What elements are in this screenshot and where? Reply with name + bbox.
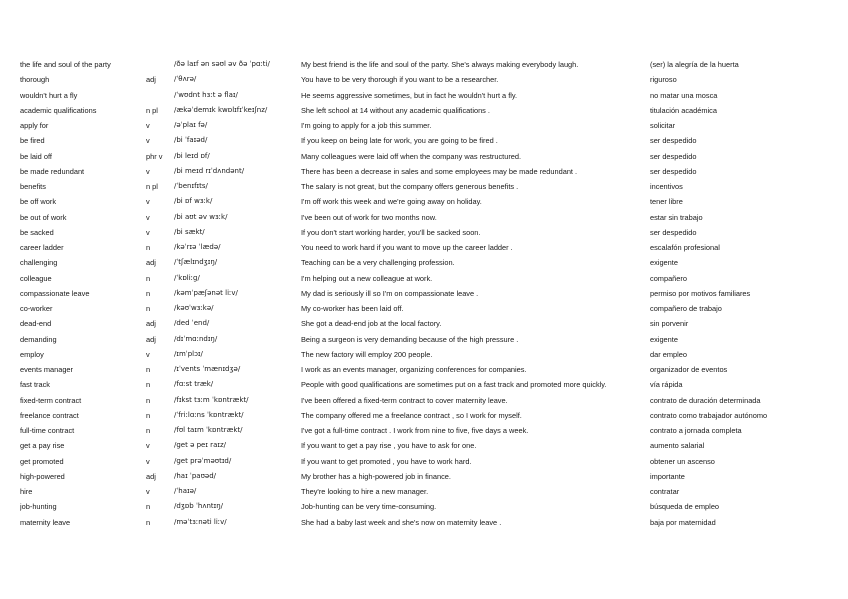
vocab-translation: sin porvenir — [650, 319, 689, 329]
vocab-example-sentence: I'm off work this week and we're going away on holiday. — [301, 197, 482, 207]
vocab-term: colleague — [20, 273, 52, 283]
vocab-example-sentence: My co-worker has been laid off. — [301, 304, 404, 313]
vocab-row — [20, 347, 840, 362]
vocab-example-sentence: She left school at 14 without any academic qualifications . — [301, 105, 490, 115]
vocab-term: employ — [20, 349, 44, 359]
vocab-example-sentence: Many colleagues were laid off when the company was restructured. — [301, 151, 522, 161]
vocab-pronunciation: /fɪkst tɜːm ˈkɒntrækt/ — [174, 395, 249, 404]
vocab-row — [20, 362, 840, 377]
vocab-translation: compañero — [650, 273, 687, 283]
vocab-part-of-speech: n — [146, 304, 151, 313]
vocab-term: career ladder — [20, 243, 64, 252]
vocab-term: thorough — [20, 75, 50, 85]
vocab-translation: contratar — [650, 487, 680, 496]
vocab-term: get a pay rise — [20, 441, 65, 451]
vocab-pronunciation: /ɪmˈplɔɪ/ — [174, 349, 203, 358]
vocab-pronunciation: /kəʊˈwɜːkə/ — [174, 304, 214, 312]
vocab-translation: ser despedido — [650, 166, 697, 176]
vocab-row — [20, 179, 840, 194]
vocabulary-table — [20, 57, 840, 530]
vocab-pronunciation: /kəmˈpæʃənət liːv/ — [174, 288, 238, 297]
vocab-translation: dar empleo — [650, 349, 687, 359]
vocab-translation: organizador de eventos — [650, 365, 728, 374]
vocab-row — [20, 103, 840, 118]
vocab-term: be sacked — [20, 227, 54, 237]
vocab-pronunciation: /ded ˈend/ — [174, 319, 210, 328]
vocab-pronunciation: /bi meɪd rɪˈdʌndənt/ — [174, 166, 245, 175]
vocab-term: wouldn't hurt a fly — [20, 90, 78, 100]
vocab-pronunciation: /get prəˈməʊtɪd/ — [174, 456, 232, 465]
vocab-translation: vía rápida — [650, 380, 683, 390]
vocab-part-of-speech: adj — [146, 319, 156, 329]
vocab-term: events manager — [20, 365, 73, 374]
vocab-term: be out of work — [20, 212, 67, 222]
vocab-part-of-speech: v — [146, 197, 150, 207]
vocab-part-of-speech: n — [146, 395, 151, 405]
vocab-term: full-time contract — [20, 426, 75, 435]
vocab-row — [20, 57, 840, 72]
vocab-row — [20, 438, 840, 453]
vocab-row — [20, 118, 840, 133]
vocab-row — [20, 393, 840, 408]
vocab-pronunciation: /ðə laɪf ən səʊl əv ðə ˈpɑːti/ — [174, 60, 270, 68]
vocab-translation: contrato de duración determinada — [650, 395, 761, 405]
vocab-example-sentence: If you don't start working harder, you'll be sacked soon. — [301, 227, 481, 237]
vocab-row — [20, 133, 840, 148]
vocab-part-of-speech: v — [146, 487, 150, 496]
vocab-row — [20, 377, 840, 392]
vocab-translation: escalafón profesional — [650, 243, 720, 252]
vocab-translation: titulación académica — [650, 105, 717, 115]
vocab-pronunciation: /dʒɒb ˈhʌntɪŋ/ — [174, 502, 224, 511]
vocab-row — [20, 194, 840, 209]
vocab-example-sentence: The salary is not great, but the company offers generous benefits . — [301, 182, 519, 191]
vocab-term: job-hunting — [20, 502, 57, 512]
vocab-term: academic qualifications — [20, 105, 97, 115]
vocab-part-of-speech: n — [146, 502, 151, 512]
vocab-row — [20, 164, 840, 179]
vocab-pronunciation: /bi sækt/ — [174, 227, 205, 236]
vocab-term: be laid off — [20, 151, 52, 161]
vocab-translation: permiso por motivos familiares — [650, 288, 751, 298]
vocab-part-of-speech: adj — [146, 75, 156, 85]
vocab-example-sentence: I work as an events manager, organizing conferences for companies. — [301, 365, 527, 374]
vocab-term: fixed-term contract — [20, 395, 82, 405]
vocab-translation: ser despedido — [650, 136, 697, 146]
vocab-pronunciation: /ˈhaɪə/ — [174, 487, 197, 495]
vocab-pronunciation: /ˈbenɪfɪts/ — [174, 182, 208, 190]
vocab-row — [20, 515, 840, 530]
vocab-term: high-powered — [20, 471, 65, 481]
vocab-part-of-speech: n — [146, 243, 151, 252]
vocab-row — [20, 225, 840, 240]
vocab-part-of-speech: v — [146, 456, 150, 466]
vocab-part-of-speech: v — [146, 441, 150, 451]
vocab-term: challenging — [20, 258, 58, 268]
vocab-row — [20, 255, 840, 270]
vocab-term: apply for — [20, 121, 49, 130]
vocab-row — [20, 88, 840, 103]
vocab-example-sentence: She had a baby last week and she's now on maternity leave . — [301, 517, 502, 527]
vocab-example-sentence: I've been out of work for two months now. — [301, 212, 437, 222]
vocab-pronunciation: /bi ɒf wɜːk/ — [174, 197, 213, 206]
vocab-row — [20, 271, 840, 286]
vocab-translation: riguroso — [650, 75, 677, 85]
vocab-row — [20, 210, 840, 225]
vocab-translation: contrato como trabajador autónomo — [650, 410, 768, 420]
vocab-term: demanding — [20, 334, 57, 344]
vocab-translation: no matar una mosca — [650, 90, 718, 100]
vocab-part-of-speech: adj — [146, 334, 156, 344]
vocab-translation: aumento salarial — [650, 441, 705, 451]
vocab-pronunciation: /ˈwʊdnt hɜːt ə flaɪ/ — [174, 90, 238, 99]
vocab-translation: (ser) la alegría de la huerta — [650, 60, 739, 69]
vocab-term: compassionate leave — [20, 288, 90, 298]
vocab-pronunciation: /ækəˈdemɪk kwɒlɪfɪˈkeɪʃnz/ — [174, 105, 268, 114]
vocab-example-sentence: They're looking to hire a new manager. — [301, 487, 429, 496]
vocab-pronunciation: /bi leɪd ɒf/ — [174, 151, 210, 160]
vocab-pronunciation: /fɑːst træk/ — [174, 380, 214, 389]
vocab-term: be off work — [20, 197, 57, 207]
vocab-pronunciation: /ˈfriːlɑːns ˈkɒntrækt/ — [174, 410, 244, 419]
vocab-part-of-speech: v — [146, 136, 150, 146]
vocab-translation: incentivos — [650, 182, 683, 191]
vocab-row — [20, 72, 840, 87]
vocab-example-sentence: My brother has a high-powered job in finance. — [301, 471, 451, 481]
vocab-row — [20, 454, 840, 469]
vocab-row — [20, 484, 840, 499]
vocab-example-sentence: He seems aggressive sometimes, but in fact he wouldn't hurt a fly. — [301, 90, 518, 100]
vocab-term: fast track — [20, 380, 50, 390]
vocab-term: co-worker — [20, 304, 53, 313]
vocab-term: hire — [20, 487, 33, 496]
vocab-part-of-speech: v — [146, 212, 150, 222]
vocab-translation: importante — [650, 471, 685, 481]
vocab-row — [20, 240, 840, 255]
vocab-example-sentence: The new factory will employ 200 people. — [301, 349, 433, 359]
vocab-example-sentence: If you keep on being late for work, you are going to be fired . — [301, 136, 498, 146]
vocab-part-of-speech: n — [146, 288, 151, 298]
vocab-translation: exigente — [650, 334, 678, 344]
vocab-pronunciation: /fʊl taɪm ˈkɒntrækt/ — [174, 426, 243, 434]
vocab-translation: estar sin trabajo — [650, 212, 703, 222]
vocab-part-of-speech: n — [146, 365, 151, 374]
vocab-translation: baja por maternidad — [650, 517, 716, 527]
vocab-part-of-speech: n — [146, 380, 151, 390]
vocab-example-sentence: Teaching can be a very challenging profession. — [301, 258, 455, 268]
vocab-example-sentence: I've been offered a fixed-term contract to cover maternity leave. — [301, 395, 508, 405]
vocab-part-of-speech: adj — [146, 258, 156, 268]
vocab-term: the life and soul of the party — [20, 60, 111, 69]
vocab-translation: ser despedido — [650, 151, 697, 161]
vocab-row — [20, 301, 840, 316]
vocab-pronunciation: /bi aʊt əv wɜːk/ — [174, 212, 228, 221]
vocab-term: freelance contract — [20, 410, 79, 420]
vocab-row — [20, 408, 840, 423]
vocab-translation: tener libre — [650, 197, 683, 207]
vocab-part-of-speech: v — [146, 227, 150, 237]
vocab-example-sentence: If you want to get promoted , you have to work hard. — [301, 456, 472, 466]
vocab-pronunciation: /ˈtʃælɪndʒɪŋ/ — [174, 258, 218, 267]
vocab-pronunciation: /get ə peɪ raɪz/ — [174, 441, 226, 450]
vocab-part-of-speech: v — [146, 349, 150, 359]
vocab-term: be fired — [20, 136, 45, 146]
vocab-example-sentence: She got a dead-end job at the local factory. — [301, 319, 442, 329]
vocab-example-sentence: Job-hunting can be very time-consuming. — [301, 502, 437, 512]
vocab-part-of-speech: n — [146, 426, 151, 435]
vocab-pronunciation: /haɪ ˈpaʊəd/ — [174, 471, 216, 480]
vocab-part-of-speech: adj — [146, 471, 156, 481]
vocab-example-sentence: My best friend is the life and soul of the party. She's always making everybody laugh. — [301, 60, 579, 69]
vocab-translation: obtener un ascenso — [650, 456, 715, 466]
vocab-part-of-speech: v — [146, 166, 150, 176]
vocab-example-sentence: If you want to get a pay rise , you have to ask for one. — [301, 441, 477, 451]
vocab-example-sentence: You need to work hard if you want to move up the career ladder . — [301, 243, 513, 252]
vocab-pronunciation: /kəˈrɪə ˈlædə/ — [174, 243, 221, 251]
vocab-term: get promoted — [20, 456, 64, 466]
vocab-pronunciation: /ˈθʌrə/ — [174, 75, 197, 84]
vocab-example-sentence: There has been a decrease in sales and some employees may be made redundant . — [301, 166, 578, 176]
vocab-translation: búsqueda de empleo — [650, 502, 720, 512]
vocab-example-sentence: You have to be very thorough if you want to be a researcher. — [301, 75, 499, 85]
vocab-term: be made redundant — [20, 166, 85, 176]
vocab-term: dead-end — [20, 319, 52, 329]
vocab-translation: ser despedido — [650, 227, 697, 237]
vocab-pronunciation: /əˈplaɪ fə/ — [174, 121, 208, 129]
vocab-example-sentence: Being a surgeon is very demanding because of the high pressure . — [301, 334, 519, 344]
vocab-row — [20, 316, 840, 331]
vocab-part-of-speech: n pl — [146, 105, 158, 115]
vocab-pronunciation: /ˈkɒliːɡ/ — [174, 273, 200, 282]
vocab-row — [20, 469, 840, 484]
vocab-row — [20, 332, 840, 347]
vocab-part-of-speech: v — [146, 121, 150, 130]
vocab-part-of-speech: n — [146, 517, 151, 527]
vocab-row — [20, 286, 840, 301]
vocab-term: maternity leave — [20, 517, 71, 527]
vocab-translation: exigente — [650, 258, 678, 268]
vocab-pronunciation: /bi ˈfaɪəd/ — [174, 136, 208, 145]
vocab-translation: solicitar — [650, 121, 676, 130]
vocab-row — [20, 423, 840, 438]
vocab-example-sentence: I'm helping out a new colleague at work. — [301, 273, 433, 283]
vocab-pronunciation: /dɪˈmɑːndɪŋ/ — [174, 334, 218, 343]
vocab-pronunciation: /ɪˈvents ˈmænɪdʒə/ — [174, 365, 241, 373]
vocab-term: benefits — [20, 182, 46, 191]
vocab-pronunciation: /məˈtɜːnəti liːv/ — [174, 517, 227, 526]
vocab-part-of-speech: n — [146, 273, 151, 283]
vocab-example-sentence: People with good qualifications are sometimes put on a fast track and promoted more quickly. — [301, 380, 607, 390]
vocab-translation: contrato a jornada completa — [650, 426, 742, 435]
vocab-example-sentence: The company offered me a freelance contract , so I work for myself. — [301, 410, 522, 420]
vocab-example-sentence: I've got a full-time contract . I work from nine to five, five days a week. — [301, 426, 529, 435]
vocab-part-of-speech: n — [146, 410, 151, 420]
vocab-example-sentence: My dad is seriously ill so I'm on compassionate leave . — [301, 288, 479, 298]
vocab-part-of-speech: n pl — [146, 182, 158, 191]
vocab-part-of-speech: phr v — [146, 151, 163, 161]
vocab-translation: compañero de trabajo — [650, 304, 722, 313]
vocab-example-sentence: I'm going to apply for a job this summer. — [301, 121, 432, 130]
vocab-row — [20, 499, 840, 514]
vocab-row — [20, 149, 840, 164]
